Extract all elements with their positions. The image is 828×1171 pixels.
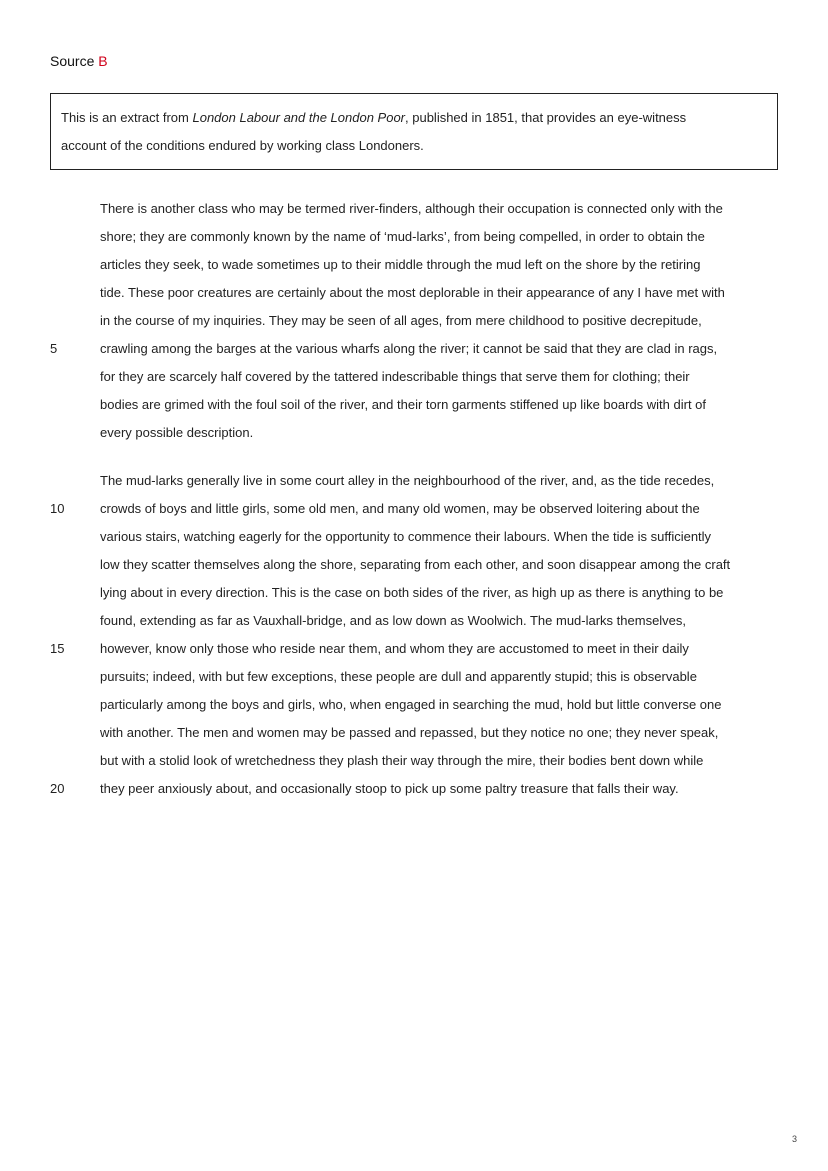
passage-line: articles they seek, to wade sometimes up to their middle through the mud left on the shore by the retiring — [100, 257, 701, 272]
intro-before-text: This is an extract from — [61, 110, 193, 125]
line-number-15: 15 — [50, 641, 65, 656]
paragraph-gap — [100, 447, 790, 467]
intro-line-1 — [61, 104, 767, 132]
passage-line: with another. The men and women may be passed and repassed, but they notice no one; they never speak, — [100, 725, 719, 740]
passage-line: but with a stolid look of wretchedness they plash their way through the mire, their bodies bent down while — [100, 753, 704, 768]
passage-line: pursuits; indeed, with but few exceptions, these people are dull and apparently stupid; this is observable — [100, 669, 697, 684]
passage-line: particularly among the boys and girls, who, when engaged in searching the mud, hold but little converse one — [100, 697, 722, 712]
passage-line: in the course of my inquiries. They may be seen of all ages, from mere childhood to positive decrepitude, — [100, 313, 702, 328]
paragraph-2 — [100, 467, 790, 803]
line-number-10: 10 — [50, 501, 65, 516]
passage-line: There is another class who may be termed river-finders, although their occupation is connected only with the — [100, 201, 723, 216]
paragraph-1 — [100, 195, 790, 447]
passage-line: The mud-larks generally live in some court alley in the neighbourhood of the river, and, as the tide recedes, — [100, 473, 715, 488]
passage-line: low they scatter themselves along the shore, separating from each other, and soon disappear among the craft — [100, 557, 731, 572]
source-heading-letter: B — [98, 53, 108, 69]
passage-line: crawling among the barges at the various wharfs along the river; it cannot be said that they are clad in rags, — [100, 341, 718, 356]
passage-line: shore; they are commonly known by the name of ‘mud-larks’, from being compelled, in order to obtain the — [100, 229, 705, 244]
line-number-20: 20 — [50, 781, 65, 796]
passage-line: crowds of boys and little girls, some old men, and many old women, may be observed loitering about the — [100, 501, 700, 516]
passage-line: tide. These poor creatures are certainly about the most deplorable in their appearance of any I have met with — [100, 285, 725, 300]
intro-line-2: account of the conditions endured by working class Londoners. — [61, 138, 424, 153]
line-number-5: 5 — [50, 341, 58, 356]
source-heading — [50, 51, 108, 71]
passage-line: they peer anxiously about, and occasionally stoop to pick up some paltry treasure that falls their way. — [100, 781, 679, 796]
passage-line: lying about in every direction. This is the case on both sides of the river, as high up as there is anything to be — [100, 585, 724, 600]
passage-line: for they are scarcely half covered by the tattered indescribable things that serve them for clothing; their — [100, 369, 690, 384]
passage — [100, 195, 790, 803]
intro-book-title: London Labour and the London Poor — [192, 110, 406, 125]
passage-line: every possible description. — [100, 425, 254, 440]
passage-line: found, extending as far as Vauxhall-bridge, and as low down as Woolwich. The mud-larks themselves, — [100, 613, 687, 628]
passage-line: various stairs, watching eagerly for the opportunity to commence their labours. When the tide is sufficiently — [100, 529, 712, 544]
source-heading-prefix: Source — [50, 53, 99, 69]
passage-line: however, know only those who reside near them, and whom they are accustomed to meet in their daily — [100, 641, 689, 656]
intro-after-text: , published in 1851, that provides an eye-witness — [405, 110, 687, 125]
passage-line: bodies are grimed with the foul soil of the river, and their torn garments stiffened up like boards with dirt of — [100, 397, 707, 412]
page-number: 3 — [792, 1134, 798, 1144]
intro-box — [50, 93, 778, 170]
